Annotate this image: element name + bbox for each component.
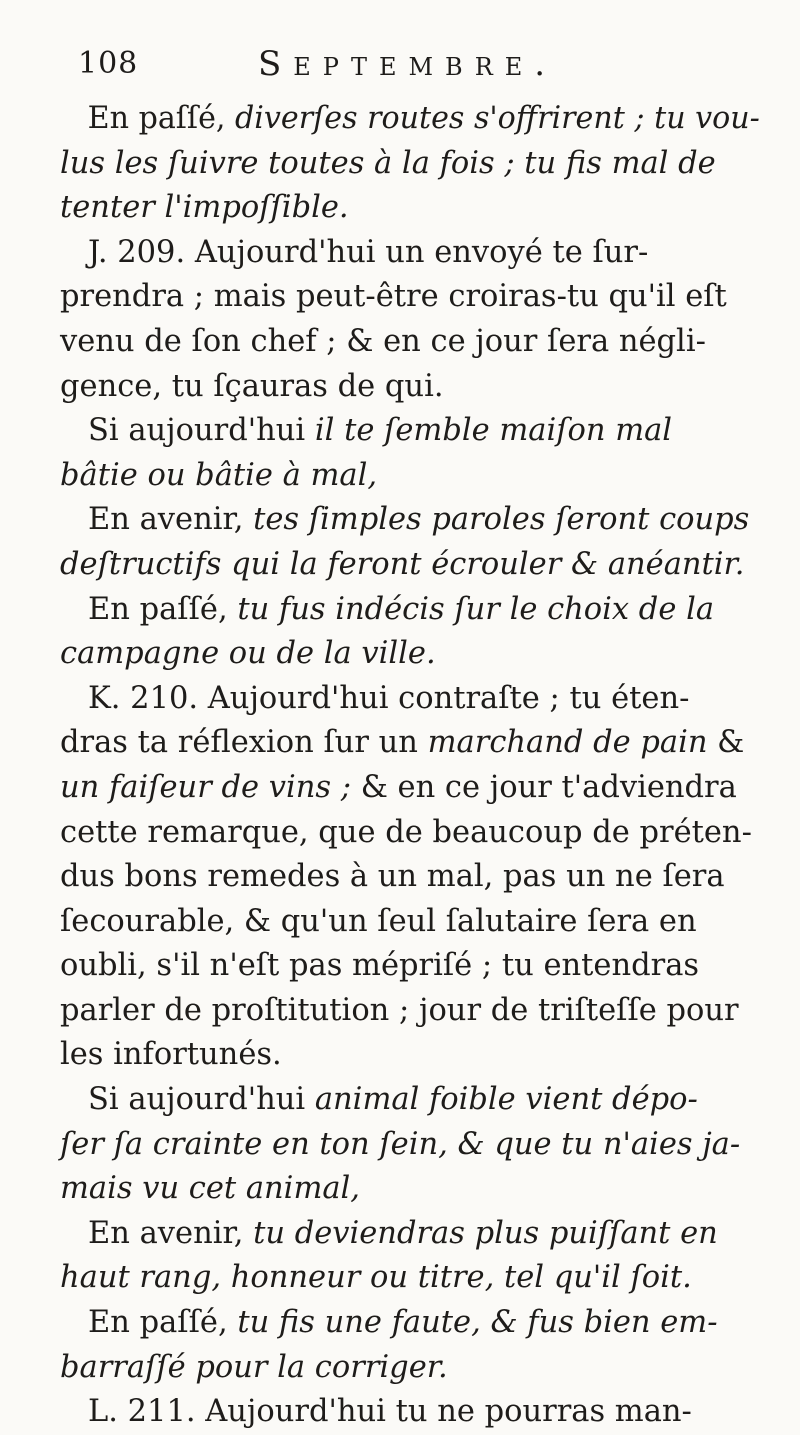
italic-text: il te ſemble maiſon mal	[314, 413, 673, 449]
roman-text: L. 211. Aujourd'hui tu ne pourras man-	[88, 1394, 692, 1430]
italic-text: ſer ſa crainte en ton ſein, & que tu n'aies ja-	[60, 1126, 741, 1162]
roman-text: gence, tu ſçauras de qui.	[60, 368, 444, 404]
italic-text: deſtructifs qui la feront écrouler & anéantir.	[60, 546, 745, 582]
text-line	[60, 1078, 760, 1123]
italic-text: un faiſeur de vins ;	[60, 769, 351, 805]
text-line	[60, 454, 760, 499]
italic-text: marchand de pain	[427, 725, 708, 761]
text-line	[60, 186, 760, 231]
italic-text: campagne ou de la ville.	[60, 636, 436, 672]
italic-text: barraſſé pour la corriger.	[60, 1349, 448, 1385]
text-line	[60, 498, 760, 543]
roman-text: En avenir,	[88, 1215, 254, 1251]
text-line	[60, 231, 760, 276]
text-line	[60, 944, 760, 989]
text-line	[60, 900, 760, 945]
italic-text: bâtie ou bâtie à mal,	[60, 457, 378, 493]
text-line	[60, 632, 760, 677]
roman-text: cette remarque, que de beaucoup de préten-	[60, 814, 752, 850]
text-line	[60, 811, 760, 856]
text-line	[60, 409, 760, 454]
text-line	[60, 320, 760, 365]
italic-text: animal foible vient dépo-	[314, 1082, 698, 1118]
italic-text: tu deviendras plus puiſſant en	[253, 1215, 718, 1251]
roman-text: Si aujourd'hui	[88, 413, 315, 449]
text-line	[60, 1167, 760, 1212]
italic-text: tu fis une faute, & fus bien em-	[237, 1305, 718, 1341]
roman-text: les infortunés.	[60, 1037, 282, 1073]
page-header	[58, 46, 778, 96]
roman-text: Si aujourd'hui	[88, 1082, 315, 1118]
text-line	[60, 1256, 760, 1301]
roman-text: &	[707, 725, 745, 761]
text-line	[60, 1301, 760, 1346]
text-line	[60, 1390, 760, 1435]
text-line	[60, 543, 760, 588]
roman-text: prendra ; mais peut-être croiras-tu qu'il eſt	[60, 279, 727, 315]
roman-text: parler de proſtitution ; jour de triſteſſe pour	[60, 992, 739, 1028]
italic-text: tenter l'impoſſible.	[60, 190, 349, 226]
roman-text: En paſſé,	[88, 591, 238, 627]
body-text	[60, 97, 760, 1435]
roman-text: oubli, s'il n'eſt pas mépriſé ; tu entendras	[60, 948, 700, 984]
roman-text: En paſſé,	[87, 101, 236, 136]
roman-text: J. 209. Aujourd'hui un envoyé te ſur-	[88, 234, 649, 270]
roman-text: dus bons remedes à un mal, pas un ne ſera	[60, 859, 725, 895]
text-line	[60, 142, 760, 187]
text-line	[60, 766, 760, 811]
page-number: 108	[78, 46, 139, 81]
text-line	[60, 855, 760, 900]
roman-text: En avenir,	[88, 502, 254, 538]
roman-text: ſecourable, & qu'un ſeul ſalutaire ſera en	[60, 903, 697, 939]
text-line	[60, 1123, 760, 1168]
text-line	[60, 97, 760, 142]
italic-text: haut rang, honneur ou titre, tel qu'il ſoit.	[60, 1260, 692, 1296]
text-line	[60, 989, 760, 1034]
roman-text: & en ce jour t'adviendra	[351, 769, 737, 805]
text-line	[60, 588, 760, 633]
roman-text: En paſſé,	[88, 1305, 238, 1341]
text-line	[60, 1346, 760, 1391]
italic-text: lus les ſuivre toutes à la fois ; tu fis mal de	[60, 145, 716, 181]
italic-text: diverſes routes s'offrirent ; tu vou-	[235, 101, 760, 136]
italic-text: tu fus indécis ſur le choix de la	[237, 591, 715, 627]
text-line	[60, 721, 760, 766]
running-title: Septembre.	[258, 44, 558, 84]
text-line	[60, 365, 760, 410]
text-line	[60, 1033, 760, 1078]
roman-text: venu de ſon chef ; & en ce jour ſera négli-	[60, 323, 706, 359]
roman-text: K. 210. Aujourd'hui contraſte ; tu éten-	[88, 680, 690, 716]
roman-text: dras ta réflexion ſur un	[60, 725, 428, 761]
italic-text: tes ſimples paroles ſeront coups	[253, 502, 750, 538]
text-line	[60, 677, 760, 722]
text-line	[60, 275, 760, 320]
text-line	[60, 1212, 760, 1257]
italic-text: mais vu cet animal,	[60, 1171, 360, 1207]
